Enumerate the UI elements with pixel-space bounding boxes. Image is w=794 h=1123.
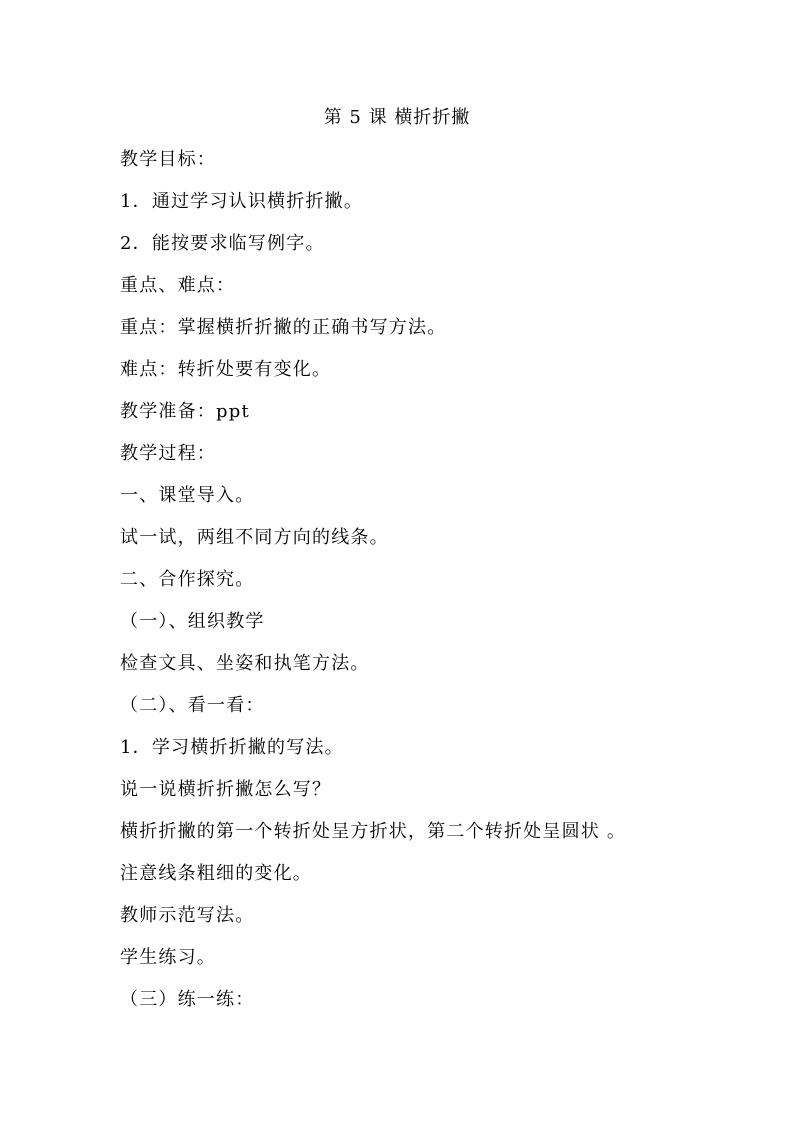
text-line: 注意线条粗细的变化。 (120, 863, 312, 884)
text-line: 试一试，两组不同方向的线条。 (120, 527, 389, 548)
lesson-title: 第 5 课 横折折撇 (323, 107, 471, 128)
text-line: 重点、难点： (120, 275, 236, 296)
text-line: 教师示范写法。 (120, 905, 255, 926)
text-line: 学生练习。 (120, 947, 216, 968)
text-line: 检查文具、坐姿和执笔方法。 (120, 653, 370, 674)
lesson-body (120, 148, 720, 1030)
text-line: 一、课堂导入。 (120, 485, 255, 506)
text-line: 二、合作探究。 (120, 569, 255, 590)
text-line: 1．通过学习认识横折折撇。 (120, 191, 364, 212)
text-line: 说一说横折折撇怎么写？ (120, 779, 332, 800)
text-line: 1．学习横折折撇的写法。 (120, 737, 344, 758)
text-line: （二）、看一看： (120, 695, 265, 716)
text-line: 横折折撇的第一个转折处呈方折状，第二个转折处呈圆状 。 (120, 821, 627, 842)
text-line: （一）、组织教学 (120, 611, 265, 632)
text-line: 2．能按要求临写例字。 (120, 233, 325, 254)
text-line: 难点：转折处要有变化。 (120, 359, 332, 380)
text-line: 教学准备：ppt (120, 401, 250, 422)
text-line: （三）练一练： (120, 989, 255, 1010)
text-line: 教学目标： (120, 149, 216, 170)
text-line: 重点：掌握横折折撇的正确书写方法。 (120, 317, 447, 338)
text-line: 教学过程： (120, 443, 216, 464)
